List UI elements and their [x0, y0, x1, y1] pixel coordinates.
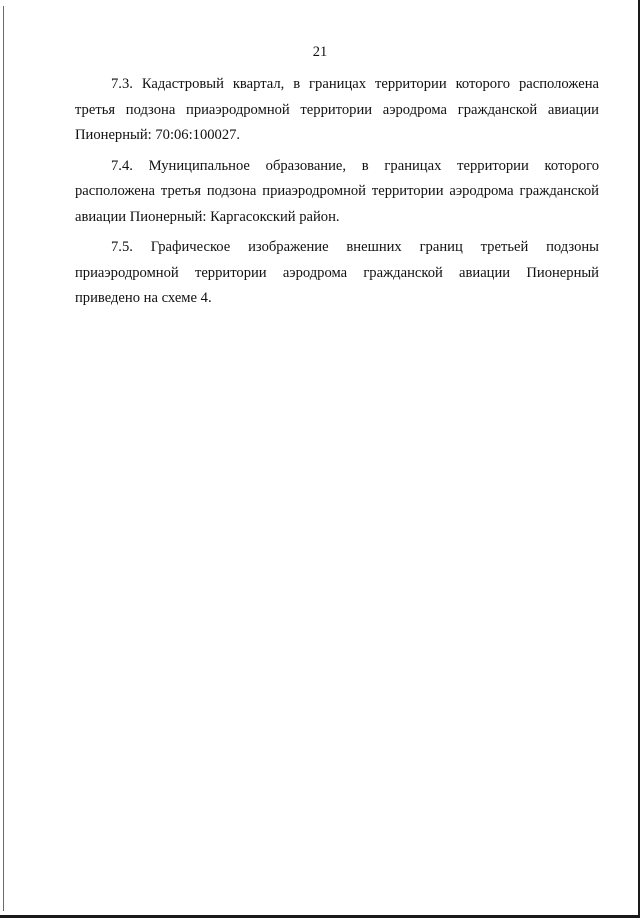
paragraph-7-3: 7.3. Кадастровый квартал, в границах территории которого расположена третья подзона приаэродромной территории аэродрома гражданской авиации Пионерный: 70:06:100027. — [75, 76, 599, 143]
document-body — [75, 72, 599, 317]
paragraph-7-4: 7.4. Муниципальное образование, в границах территории которого расположена третья подзона приаэродромной территории аэродрома гражданской авиации Пионерный: Каргасокский район. — [75, 157, 599, 225]
page-edge-line — [3, 6, 4, 911]
paragraph-7-5: 7.5. Графическое изображение внешних границ третьей подзоны приаэродромной территории аэродрома гражданской авиации Пионерный приведено на схеме 4. — [75, 239, 599, 306]
page-number: 21 — [312, 44, 328, 60]
